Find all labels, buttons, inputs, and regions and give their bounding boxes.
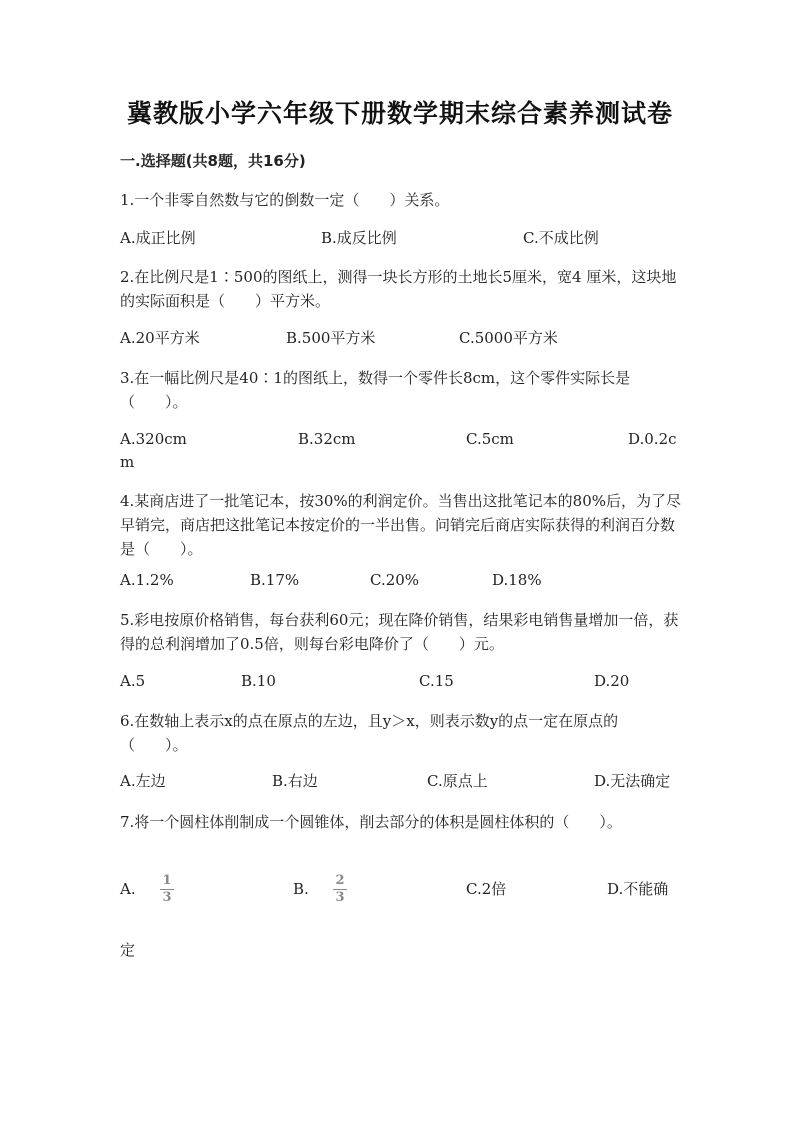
q4-option-a[interactable]: A.1.2%: [120, 571, 174, 589]
fraction-numerator: 2: [335, 873, 345, 888]
q6-option-c[interactable]: C.原点上: [427, 772, 488, 790]
fraction-denominator: 3: [335, 890, 345, 905]
q7-option-d-wrap: 定: [120, 941, 136, 959]
q7-fraction-two-thirds: [331, 874, 349, 905]
q6-option-a[interactable]: A.左边: [120, 772, 166, 790]
q1-option-c[interactable]: C.不成比例: [523, 229, 599, 247]
q2-option-a[interactable]: A.20平方米: [120, 329, 200, 347]
q2-option-c[interactable]: C.5000平方米: [459, 329, 558, 347]
question-5: 5.彩电按原价格销售，每台获利60元；现在降价销售，结果彩电销售量增加一倍，获得的总利润增加了0.5倍，则每台彩电降价了（ ）元。: [120, 611, 679, 653]
q5-option-b[interactable]: B.10: [241, 672, 276, 690]
section-heading: 一.选择题(共8题，共16分): [120, 152, 306, 170]
fraction-numerator: 1: [162, 873, 172, 888]
q2-option-b[interactable]: B.500平方米: [286, 329, 376, 347]
q6-option-d[interactable]: D.无法确定: [594, 772, 671, 790]
q4-option-d[interactable]: D.18%: [492, 571, 542, 589]
q7-option-d[interactable]: D.不能确: [607, 880, 669, 898]
question-2: 2.在比例尺是1∶500的图纸上，测得一块长方形的土地长5厘米，宽4 厘米，这块地的实际面积是（ ）平方米。: [120, 268, 677, 310]
q7-option-a[interactable]: A.: [120, 880, 136, 898]
q3-option-b[interactable]: B.32cm: [298, 430, 356, 448]
q4-option-b[interactable]: B.17%: [250, 571, 300, 589]
question-4: 4.某商店进了一批笔记本，按30%的利润定价。当售出这批笔记本的80%后，为了尽早销完，商店把这批笔记本按定价的一半出售。问销完后商店实际获得的利润百分数是（ ）。: [120, 492, 681, 558]
question-7: 7.将一个圆柱体削制成一个圆锥体，削去部分的体积是圆柱体积的（ ）。: [120, 813, 622, 831]
q3-option-a[interactable]: A.320cm: [120, 430, 187, 448]
question-6: 6.在数轴上表示x的点在原点的左边，且y＞x，则表示数y的点一定在原点的（ ）。: [120, 712, 619, 754]
q7-option-b[interactable]: B.: [293, 880, 309, 898]
question-3: 3.在一幅比例尺是40∶1的图纸上，数得一个零件长8cm，这个零件实际长是（ ）。: [120, 369, 631, 411]
fraction-denominator: 3: [162, 890, 172, 905]
q5-option-d[interactable]: D.20: [594, 672, 630, 690]
question-1: 1.一个非零自然数与它的倒数一定（ ）关系。: [120, 191, 450, 209]
q7-fraction-one-third: [158, 874, 176, 905]
q3-option-d-wrap: m: [120, 453, 135, 471]
q3-option-d[interactable]: D.0.2c: [628, 430, 677, 448]
page-title: 冀教版小学六年级下册数学期末综合素养测试卷: [126, 99, 673, 128]
q5-option-a[interactable]: A.5: [120, 672, 146, 690]
q3-option-c[interactable]: C.5cm: [466, 430, 514, 448]
q7-option-c[interactable]: C.2倍: [466, 880, 507, 898]
q1-option-b[interactable]: B.成反比例: [321, 229, 397, 247]
q1-option-a[interactable]: A.成正比例: [120, 229, 196, 247]
q6-option-b[interactable]: B.右边: [272, 772, 318, 790]
q4-option-c[interactable]: C.20%: [370, 571, 420, 589]
q5-option-c[interactable]: C.15: [419, 672, 454, 690]
